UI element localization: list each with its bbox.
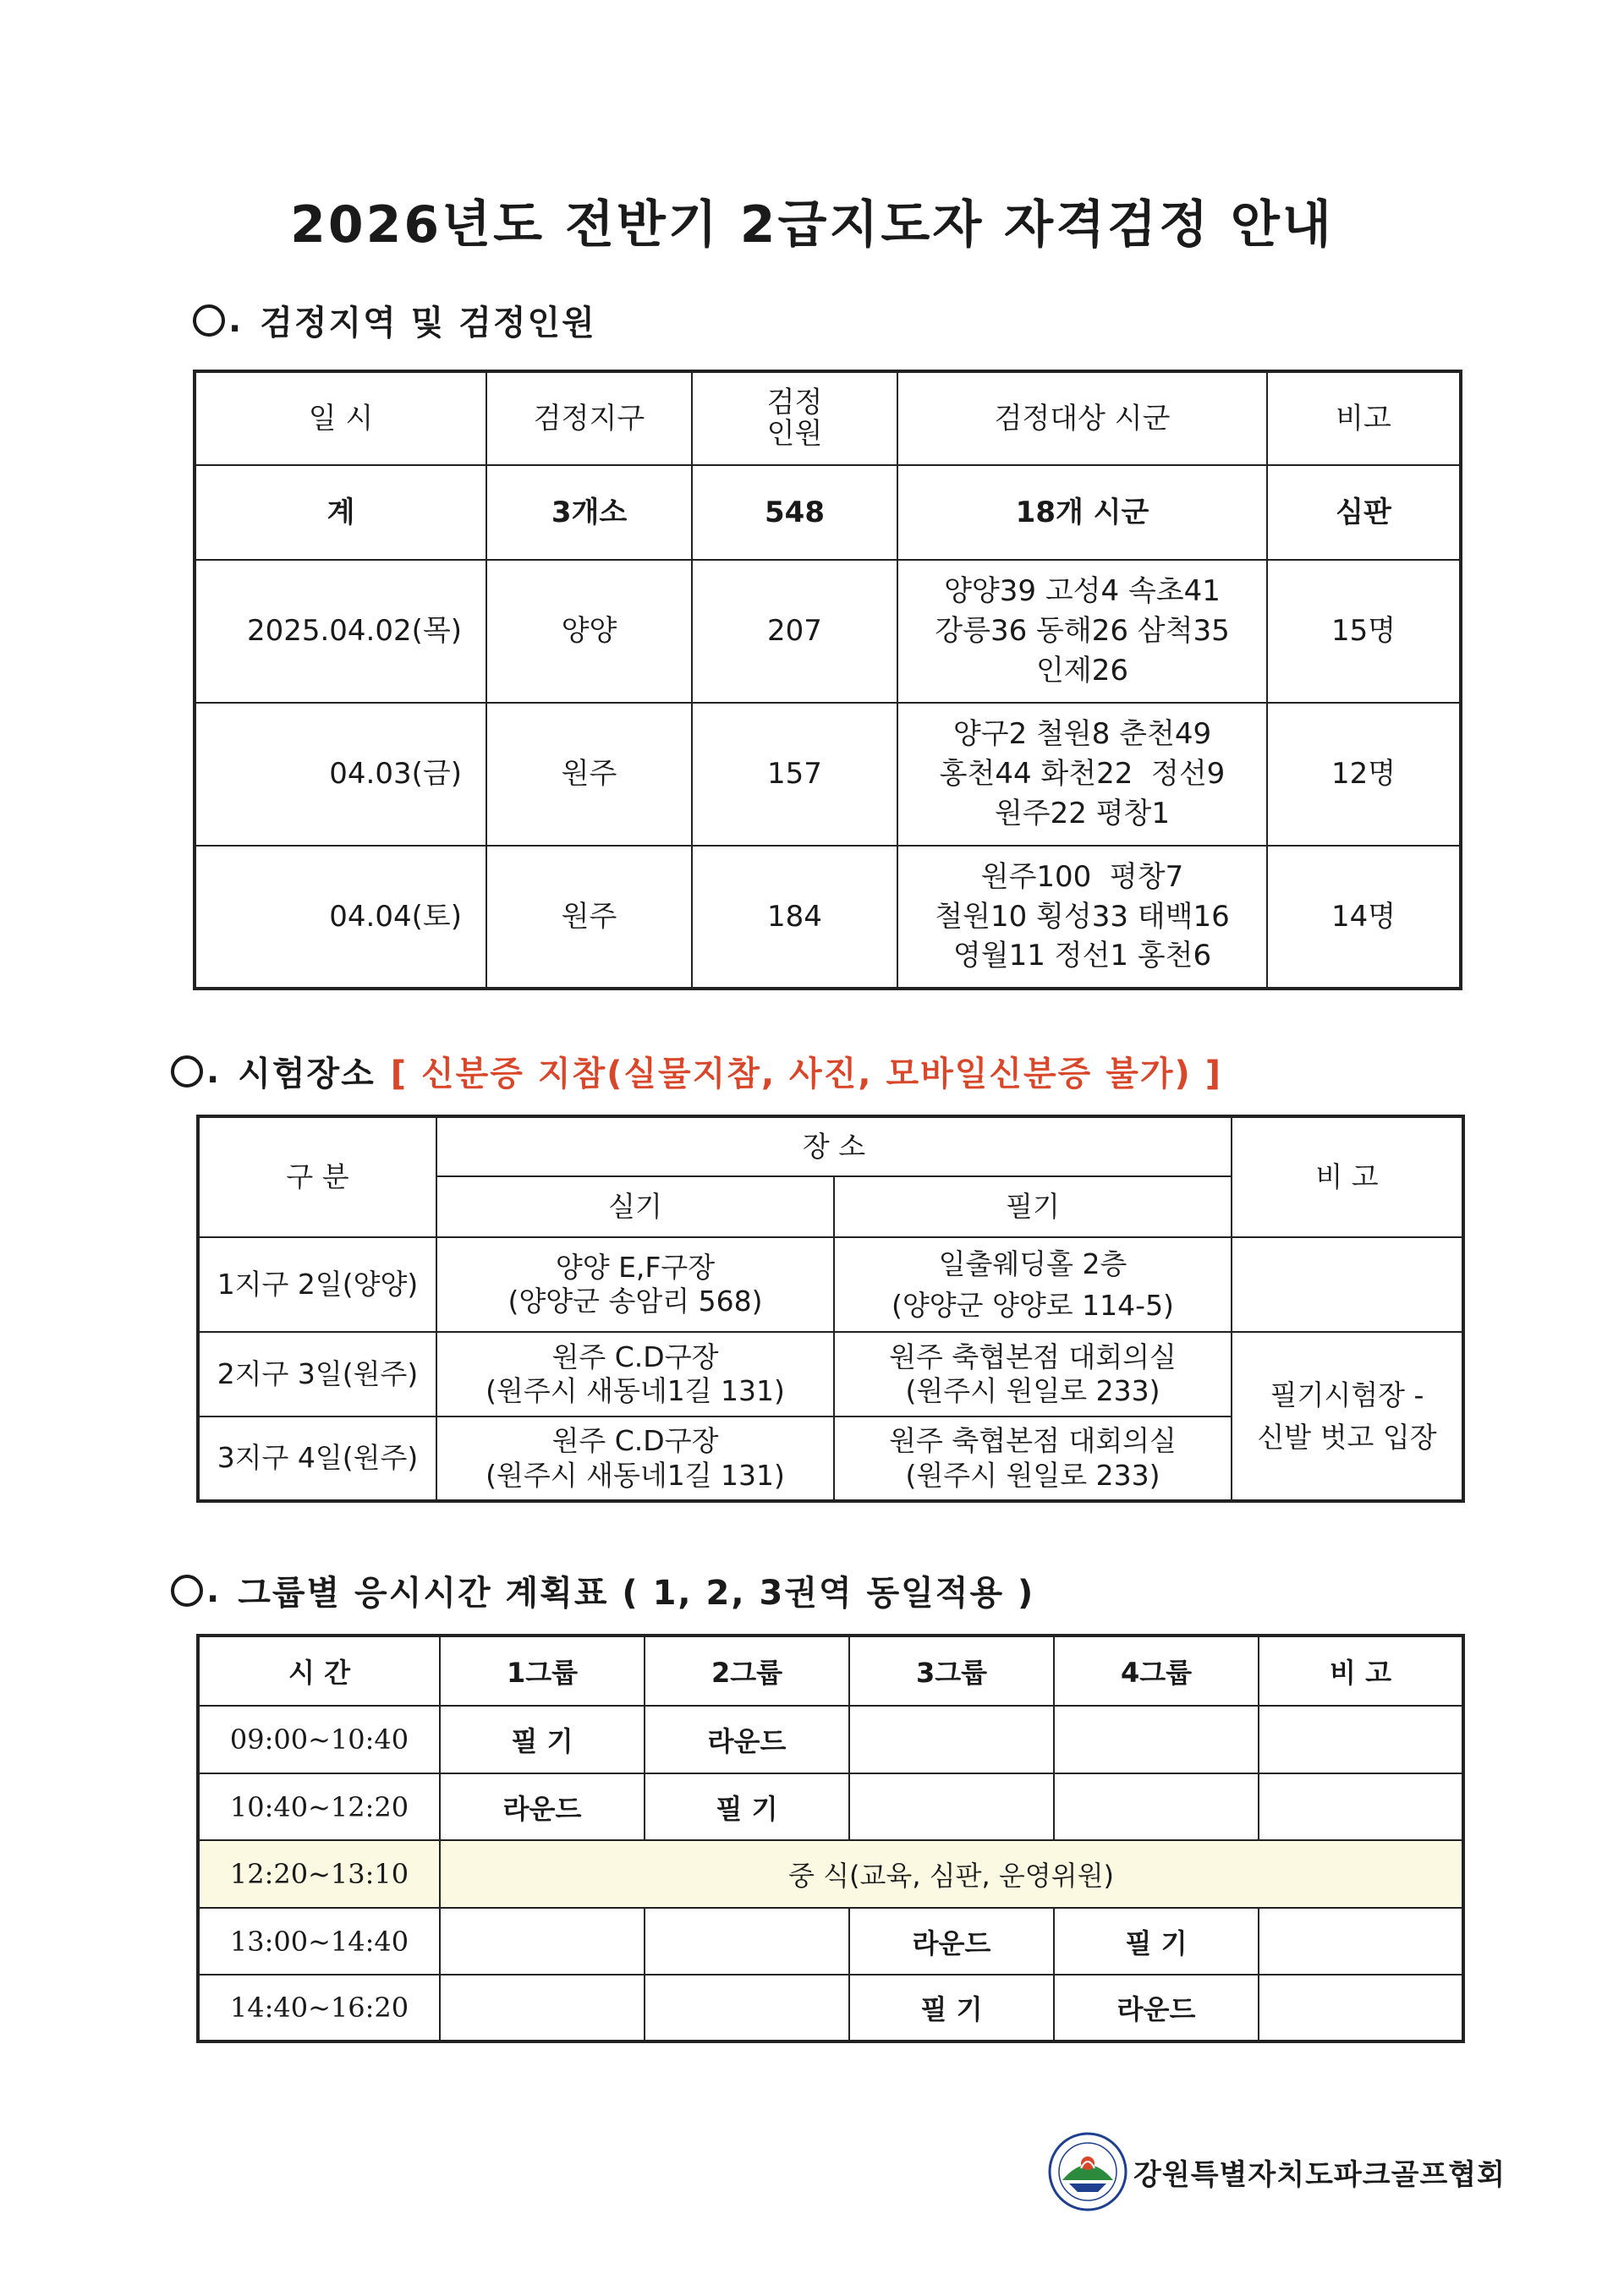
row-group-4: 라운드 [1054,1975,1259,2041]
row-division: 3지구 4일(원주) [198,1417,436,1501]
section-title: 그룹별 응시시간 계획표 ( 1, 2, 3권역 동일적용 ) [238,1574,1035,1613]
table-header-row [198,1636,1463,1706]
circle-bullet-icon [171,1575,203,1607]
table-row [198,1908,1463,1975]
row-note: 14명 [1267,846,1461,989]
table-row [198,1237,1463,1332]
row-practical-venue: 양양 E,F구장 (양양군 송암리 568) [436,1237,834,1332]
row-note [1259,1706,1463,1773]
row-group-1: 라운드 [440,1773,645,1840]
section-heading-venues [171,1047,1222,1095]
row-time: 14:40~16:20 [198,1975,440,2041]
row-group-1 [440,1908,645,1975]
row-note: 12명 [1267,703,1461,846]
row-practical-venue: 원주 C.D구장 (원주시 새동네1길 131) [436,1417,834,1501]
row-note: 15명 [1267,560,1461,703]
section-title: 시험장소 [238,1055,376,1093]
header-group-1: 1그룹 [440,1636,645,1706]
total-cities: 18개 시군 [897,465,1267,560]
table-row [195,703,1461,846]
bullet-dot: . [206,1051,222,1091]
circle-bullet-icon [171,1055,203,1088]
header-group-4: 4그룹 [1054,1636,1259,1706]
row-targets: 원주100 평창7 철원10 횡성33 태백16 영월11 정선1 홍천6 [897,846,1267,989]
row-area: 원주 [486,703,692,846]
row-area: 양양 [486,560,692,703]
row-count: 157 [692,703,897,846]
header-target-cities: 검정대상 시군 [897,371,1267,465]
row-written-venue: 원주 축협본점 대회의실 (원주시 원일로 233) [834,1332,1232,1417]
section-heading-schedule [171,1566,1034,1614]
row-group-3 [849,1706,1054,1773]
exam-areas-table [193,370,1462,990]
header-practical: 실기 [436,1176,834,1237]
row-group-2 [645,1975,849,2041]
row-practical-venue: 원주 C.D구장 (원주시 새동네1길 131) [436,1332,834,1417]
row-written-venue: 원주 축협본점 대회의실 (원주시 원일로 233) [834,1417,1232,1501]
total-count: 548 [692,465,897,560]
association-logo-icon [1047,2131,1128,2212]
row-group-4 [1054,1706,1259,1773]
table-row [198,1706,1463,1773]
row-time: 09:00~10:40 [198,1706,440,1773]
header-group-3: 3그룹 [849,1636,1054,1706]
header-note: 비고 [1267,371,1461,465]
lunch-label: 중 식(교육, 심판, 운영위원) [440,1840,1463,1908]
row-group-1 [440,1975,645,2041]
row-note [1259,1773,1463,1840]
row-note [1259,1908,1463,1975]
total-label: 계 [195,465,486,560]
exam-venues-table [196,1115,1465,1503]
row-group-4: 필 기 [1054,1908,1259,1975]
row-targets: 양구2 철원8 춘천49 홍천44 화천22 정선9 원주22 평창1 [897,703,1267,846]
row-group-1: 필 기 [440,1706,645,1773]
row-date: 2025.04.02(목) [195,560,486,703]
row-note [1259,1975,1463,2041]
lunch-row [198,1840,1463,1908]
row-count: 207 [692,560,897,703]
id-card-notice: [ 신분증 지참(실물지참, 사진, 모바일신분증 불가) ] [390,1055,1222,1093]
header-note: 비 고 [1259,1636,1463,1706]
row-count: 184 [692,846,897,989]
row-group-2: 필 기 [645,1773,849,1840]
header-division: 구 분 [198,1116,436,1237]
table-row [198,1773,1463,1840]
header-datetime: 일 시 [195,371,486,465]
header-time: 시 간 [198,1636,440,1706]
row-date: 04.03(금) [195,703,486,846]
header-area: 검정지구 [486,371,692,465]
bullet-dot: . [228,300,244,340]
total-note: 심판 [1267,465,1461,560]
row-area: 원주 [486,846,692,989]
section-title: 검정지역 및 검정인원 [260,304,596,342]
total-areas: 3개소 [486,465,692,560]
written-exam-note: 필기시험장 - 신발 벗고 입장 [1232,1332,1463,1501]
table-row [195,846,1461,989]
row-division: 1지구 2일(양양) [198,1237,436,1332]
header-note: 비 고 [1232,1116,1463,1237]
header-group-2: 2그룹 [645,1636,849,1706]
header-place: 장 소 [436,1116,1232,1176]
bullet-dot: . [206,1570,222,1610]
circle-bullet-icon [193,304,225,337]
table-row [198,1332,1463,1417]
row-group-3: 필 기 [849,1975,1054,2041]
row-time: 12:20~13:10 [198,1840,440,1908]
row-targets: 양양39 고성4 속초41 강릉36 동해26 삼척35 인제26 [897,560,1267,703]
row-division: 2지구 3일(원주) [198,1332,436,1417]
table-row [195,560,1461,703]
row-group-4 [1054,1773,1259,1840]
row-group-3: 라운드 [849,1908,1054,1975]
table-header-row [198,1116,1463,1176]
table-row [198,1975,1463,2041]
table-header-row [195,371,1461,465]
row-note-empty [1232,1237,1463,1332]
row-time: 10:40~12:20 [198,1773,440,1840]
group-schedule-table [196,1634,1465,2043]
organization-name: 강원특별자치도파크골프협회 [1133,2157,1506,2192]
page-title: 2026년도 전반기 2급지도자 자격검정 안내 [290,195,1334,255]
total-row [195,465,1461,560]
header-count: 검정 인원 [692,371,897,465]
row-group-2 [645,1908,849,1975]
section-heading-areas [193,296,596,344]
header-written: 필기 [834,1176,1232,1237]
row-written-venue: 일출웨딩홀 2층 (양양군 양양로 114-5) [834,1237,1232,1332]
row-group-3 [849,1773,1054,1840]
row-date: 04.04(토) [195,846,486,989]
row-group-2: 라운드 [645,1706,849,1773]
row-time: 13:00~14:40 [198,1908,440,1975]
footer-organization [1047,2131,1506,2212]
